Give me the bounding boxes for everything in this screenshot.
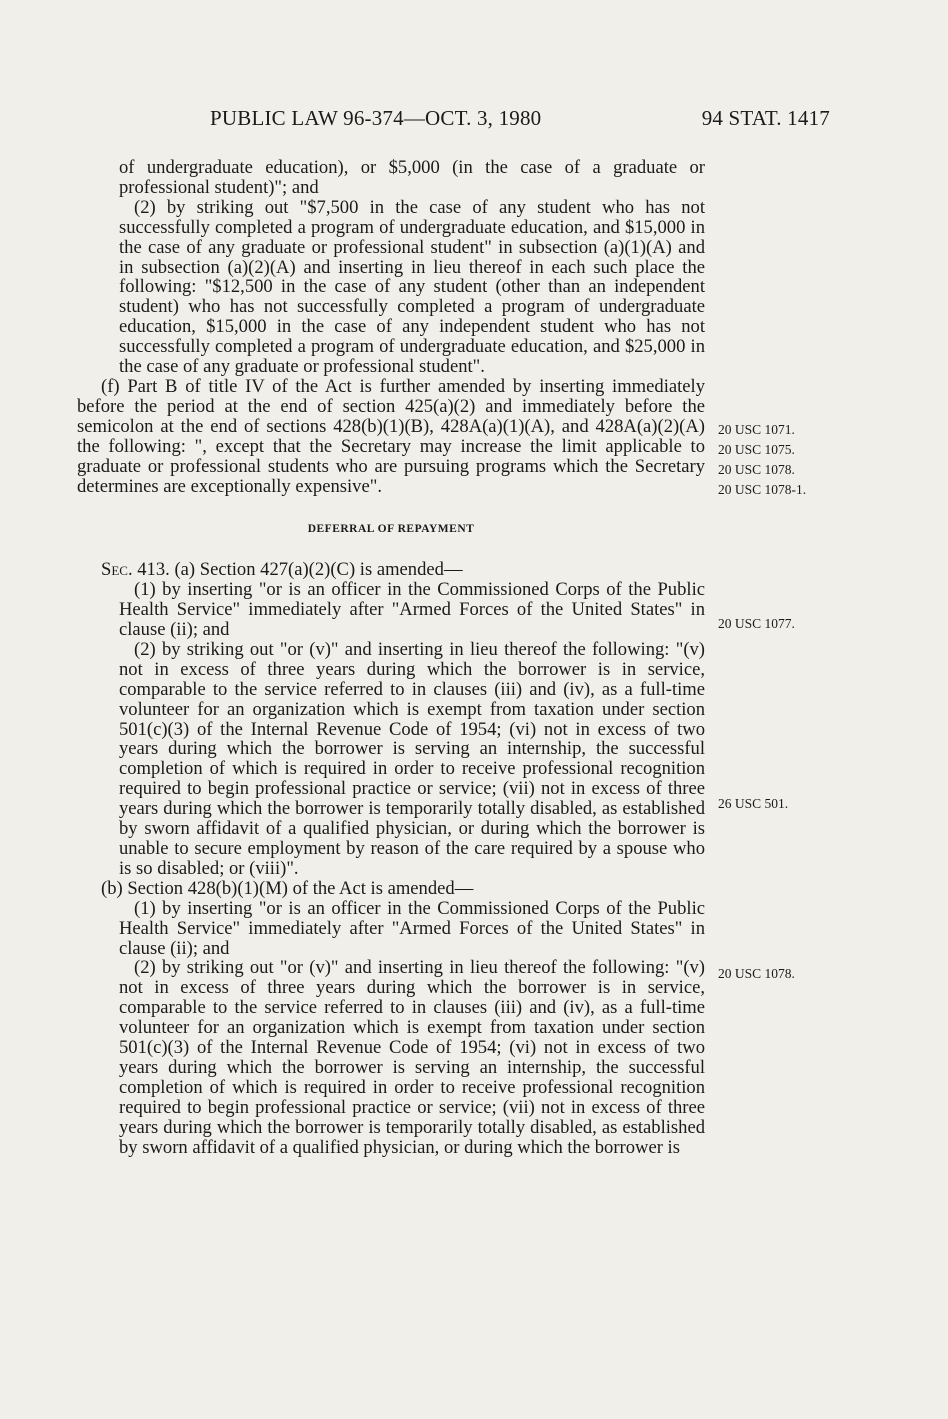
clause-block-2 [77,580,705,879]
section-413-text: 413. (a) Section 427(a)(2)(C) is amended— [132,559,463,581]
paragraph-section-413 [77,560,705,580]
paragraph-continuation: of undergraduate education), or $5,000 (in the case of a graduate or professional student)"; and [119,157,705,198]
margin-note: 20 USC 1078. [718,966,795,981]
section-heading: DEFERRAL OF REPAYMENT [307,523,475,536]
page-body [77,158,705,1158]
section-abbrev: Sec. [101,559,133,581]
margin-note: 20 USC 1078. [718,462,795,477]
margin-note: 26 USC 501. [718,796,789,811]
margin-note: 20 USC 1077. [718,616,795,631]
paragraph-413a-clause-2: (2) by striking out "or (v)" and inserting in lieu thereof the following: "(v) not in excess of three years during which the borrower is in service, comparable to the service referred to in clauses (iii) and (iv), as a full-time volunteer for an organization which is exempt from taxation under section 501(c)(3) of the Internal Revenue Code of 1954; (vi) not in excess of two years during which the borrower is serving an internship, the successful completion of which is required in order to receive professional recognition required to begin professional practice or service; (vii) not in excess of three years during which the borrower is temporarily totally disabled, as established by sworn affidavit of a qualified physician, or during which the borrower is unable to secure employment by reason of the care required by a spouse who is so disabled; or (viii)". [119,638,705,879]
paragraph-clause-2: (2) by striking out "$7,500 in the case of any student who has not successfully completed a program of undergraduate education, and $15,000 in the case of any graduate or professional student" in subsection (a)(1)(A) and in subsection (a)(2)(A) and inserting in lieu thereof in each such place the following: "$12,500 in the case of any student (other than an independent student) who has not successfully completed a program of undergraduate education, $15,000 in the case of any independent student who has not successfully completed a program of undergraduate education, and $25,000 in the case of any graduate or professional student". [119,196,705,378]
header-stat-page: 94 STAT. 1417 [701,106,830,130]
margin-note: 20 USC 1078-1. [718,482,807,497]
paragraph-413b-clause-1: (1) by inserting "or is an officer in the Commissioned Corps of the Public Health Service" immediately after "Armed Forces of the United States" in clause (ii); and [119,897,705,959]
clause-block-1 [77,158,705,377]
margin-note: 20 USC 1075. [718,442,795,457]
clause-block-3 [77,899,705,1158]
paragraph-413b: (b) Section 428(b)(1)(M) of the Act is amended— [101,877,474,899]
paragraph-413a-clause-1: (1) by inserting "or is an officer in the Commissioned Corps of the Public Health Service" immediately after "Armed Forces of the United States" in clause (ii); and [119,579,705,641]
paragraph-subsection-f: (f) Part B of title IV of the Act is further amended by inserting immediately before the period at the end of section 425(a)(2) and immediately before the semicolon at the end of sections 428(b)(1)(B), 428A(a)(1)(A), and 428A(a)(2)(A) the following: ", except that the Secretary may increase the limit applicable to graduate or professional students who are pursuing programs which the Secretary determines are exceptionally expensive". [77,375,705,497]
page-header [210,106,830,134]
margin-note: 20 USC 1071. [718,422,795,437]
header-title: PUBLIC LAW 96-374—OCT. 3, 1980 [210,106,542,130]
paragraph-413b-clause-2: (2) by striking out "or (v)" and inserting in lieu thereof the following: "(v) not in excess of three years during which the borrower is in service, comparable to the service referred to in clauses (iii) and (iv), as a full-time volunteer for an organization which is exempt from taxation under section 501(c)(3) of the Internal Revenue Code of 1954; (vi) not in excess of two years during which the borrower is serving an internship, the successful completion of which is required in order to receive professional recognition required to begin professional practice or service; (vii) not in excess of three years during which the borrower is temporarily totally disabled, as established by sworn affidavit of a qualified physician, or during which the borrower is [119,957,705,1158]
